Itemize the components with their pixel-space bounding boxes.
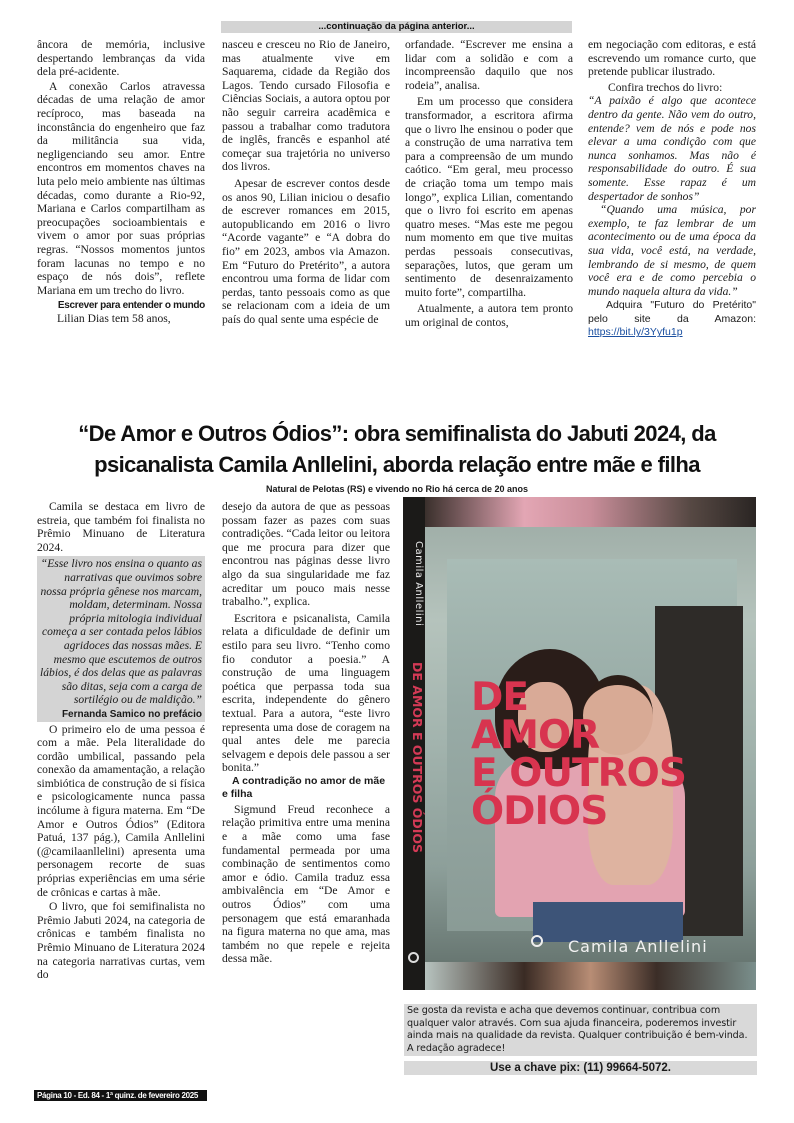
top-col-1 xyxy=(37,38,205,414)
top-col-4 xyxy=(588,38,756,414)
paragraph: Confira trechos do livro: xyxy=(608,80,723,94)
buy-link[interactable]: https://bit.ly/3Yyfu1p xyxy=(588,326,683,339)
cover-title: DE AMOR E OUTROS ÓDIOS xyxy=(471,675,686,834)
main-col-1 xyxy=(37,500,205,1087)
paragraph: Lilian Dias tem 58 anos, xyxy=(57,312,171,326)
paragraph: Apesar de escrever contos desde os anos 90, Lilian iniciou o desafio de escrever romances em 2015, autopublicando em 2016 o livro “Acorde vagante” e “A dobra do fio” em 2023, ambos via Amazon. Em “Futuro do Pretérito”, a autora encontrou uma forma de lidar com perdas, tanto pessoais como as que se relacionam com a ideia de um país do qual sente uma espécie de xyxy=(222,176,390,326)
folio-text: Página 10 - Ed. 84 - 1ª quinz. de fevereiro 2025 xyxy=(37,1091,199,1100)
spine-author: Camila Anllelini xyxy=(413,541,424,627)
paragraph: O livro, que foi semifinalista no Prêmio Jabuti 2024, na categoria de crônicas e também finalista no Prêmio Minuano de Literatura 2024 na categoria narrativas curtas, vem do xyxy=(37,900,205,982)
pix-key-text: Use a chave pix: (11) 99664-5072. xyxy=(490,1062,671,1074)
paragraph: Atualmente, a autora tem pronto um original de contos, xyxy=(405,302,573,329)
deck: Natural de Pelotas (RS) e vivendo no Rio há cerca de 20 anos xyxy=(265,484,529,494)
top-col-3 xyxy=(405,38,573,414)
photo-strip-bottom xyxy=(425,962,756,990)
book-cover-image xyxy=(403,497,756,990)
paragraph: Sigmund Freud reconhece a relação primitiva entre uma menina e a mãe como uma fase fundamental permeada por uma combinação de sentimentos como amor e ódio. Camila traduz essa ambivalência em “De Amor e outros Ódios” com uma personagem que está emaranhada na figura materna no que ama, mas também no que repele e rejeita dessa mãe. xyxy=(222,802,390,966)
cover-author: Camila Anllelini xyxy=(568,937,708,956)
publisher-logo-icon xyxy=(408,952,419,963)
photo-strip-top xyxy=(425,497,756,527)
pix-key xyxy=(404,1061,757,1075)
photo-jeans xyxy=(533,902,683,942)
page-folio xyxy=(34,1090,207,1101)
publisher-logo-icon xyxy=(531,935,543,947)
paragraph: âncora de memória, inclusive despertando lembranças da vida dela pré-acidente. xyxy=(37,38,205,79)
book-excerpt: “Quando uma música, por exemplo, te faz lembrar de um acontecimento ou de uma época da sua vida, você está, na verdade, lembrando de si mesmo, de quem você era e de como percebia o mundo naquela altura da vida.” xyxy=(588,203,756,298)
pull-quote-author: Fernanda Samico no prefácio xyxy=(61,708,202,720)
paragraph: orfandade. “Escrever me ensina a lidar com a solidão e com a incompreensão daquilo que nos rodeia”, analisa. xyxy=(405,38,573,92)
paragraph: A conexão Carlos atravessa décadas de uma relação de amor recíproco, mas baseada na inconstância do engenheiro que faz da militância sua vida, negligenciando seu amor. Entre encontros em momentos chaves na luta pelo meio ambiente nas últimas décadas, como durante a Rio-92, Mariana e Carlos compartilham as preocupações socioambientais e vivem o amor por suas próprias regras. “Nossos momentos juntos foram lacunas no tempo e no espaço de nós dois”, reflete Mariana em um trecho do livro. xyxy=(37,79,205,297)
paragraph: nasceu e cresceu no Rio de Janeiro, mas atualmente vive em Saquarema, cidade da Região dos Lagos. Tendo cursado Filosofia e Ciências Sociais, a autora optou por não seguir carreira acadêmica e passou a trabalhar como tradutora de inglês, francês e espanhol até começar sua trajetória no universo dos livros. xyxy=(222,38,390,174)
main-col-2 xyxy=(222,500,390,1100)
paragraph: Em um processo que considera transformador, a escritora afirma que o livro lhe ensinou o poder que a construção de uma narrativa tem para a compreensão de um mundo caótico. “Em geral, meu processo de criação toma um tempo mais longo”, explica Lilian, comentando que o livro foi escrito em apenas quatro meses. “Mas este me pegou num momento em que tive muitas perdas pessoais consecutivas, separações, lutos, que geram um sentimento de desenraizamento muito forte”, compartilha. xyxy=(405,95,573,299)
buy-info xyxy=(588,299,756,340)
paragraph: Camila se destaca em livro de estreia, que também foi finalista no Prêmio Minuano de Literatura 2024. xyxy=(37,500,205,554)
paragraph: desejo da autora de que as pessoas possam fazer as pazes com suas contradições. “Cada leitor ou leitora que me procura para dizer que encontrou nas páginas desse livro algo da sua singularidade me faz acreditar um pouco mais nesse trabalho.”, explica. xyxy=(222,500,390,609)
top-col-2 xyxy=(222,38,390,414)
headline: “De Amor e Outros Ódios”: obra semifinalista do Jabuti 2024, da psicanalista Camila Anllelini, aborda relação entre mãe e filha xyxy=(78,421,716,477)
donation-box: Se gosta da revista e acha que devemos continuar, contribua com qualquer valor através. Com sua ajuda financeira, poderemos investir ainda mais na qualidade da revista. Qualquer contribuição é bem-vinda. A redação agradece! xyxy=(404,1004,757,1056)
section-heading: A contradição no amor de mãe e filha xyxy=(222,774,386,800)
paragraph: Escritora e psicanalista, Camila relata a dificuldade de definir um estilo para seu livro. “Tenho como fio condutor a poesia.” A construção de uma linguagem poética que perpassa toda sua escrita, independente do gênero textual. Para a autora, “este livro representa uma dose de coragem na qual antes dele me parecia selvagem e depois dele passou a ser bonita.” xyxy=(222,611,390,775)
buy-text: Adquira "Futuro do Pretérito" pelo site da Amazon: xyxy=(588,299,756,325)
paragraph: O primeiro elo de uma pessoa é com a mãe. Pela literalidade do cordão umbilical, passando pela conexão da amamentação, a relação simbiótica de construção de si física e psicologicamente nunca passa incólume à figura materna. Em “De Amor e Outros Ódios” (Editora Patuá, 137 pág.), Camila Anllelini (@camilaanllelini) apresenta uma personagem recorte de suas próprias experiências em uma série de crônicas e cartas à mãe. xyxy=(37,722,205,899)
spine-title: DE AMOR E OUTROS ÓDIOS xyxy=(410,662,425,854)
paragraph: em negociação com editoras, e está escrevendo um romance curto, que pretende publicar ilustrado. xyxy=(588,38,756,79)
subheading: Escrever para entender o mundo xyxy=(57,300,205,312)
pull-quote-text: “Esse livro nos ensina o quanto as narrativas que ouvimos sobre nossa própria gênese nos marcam, moldam, determinam. Nossa própria mitologia individual começa a ser contada pelos lábios agridoces das nossas mães. E mesmo que escutemos de outros lábios, é dos delas que as palavras são ditas, seja com a carga de sortilégio ou de maldição.” xyxy=(40,557,202,707)
book-excerpt: “A paixão é algo que acontece dentro da gente. Não vem do outro, entende? vem de nós e pode nos elevar a uma condição com que nunca sonhamos. Mas não é responsabilidade do outro. É sua somente. Esse rapaz é um despertador de sonhos” xyxy=(588,94,756,203)
pull-quote xyxy=(37,556,205,721)
continuation-banner: ...continuação da página anterior... xyxy=(221,21,572,33)
